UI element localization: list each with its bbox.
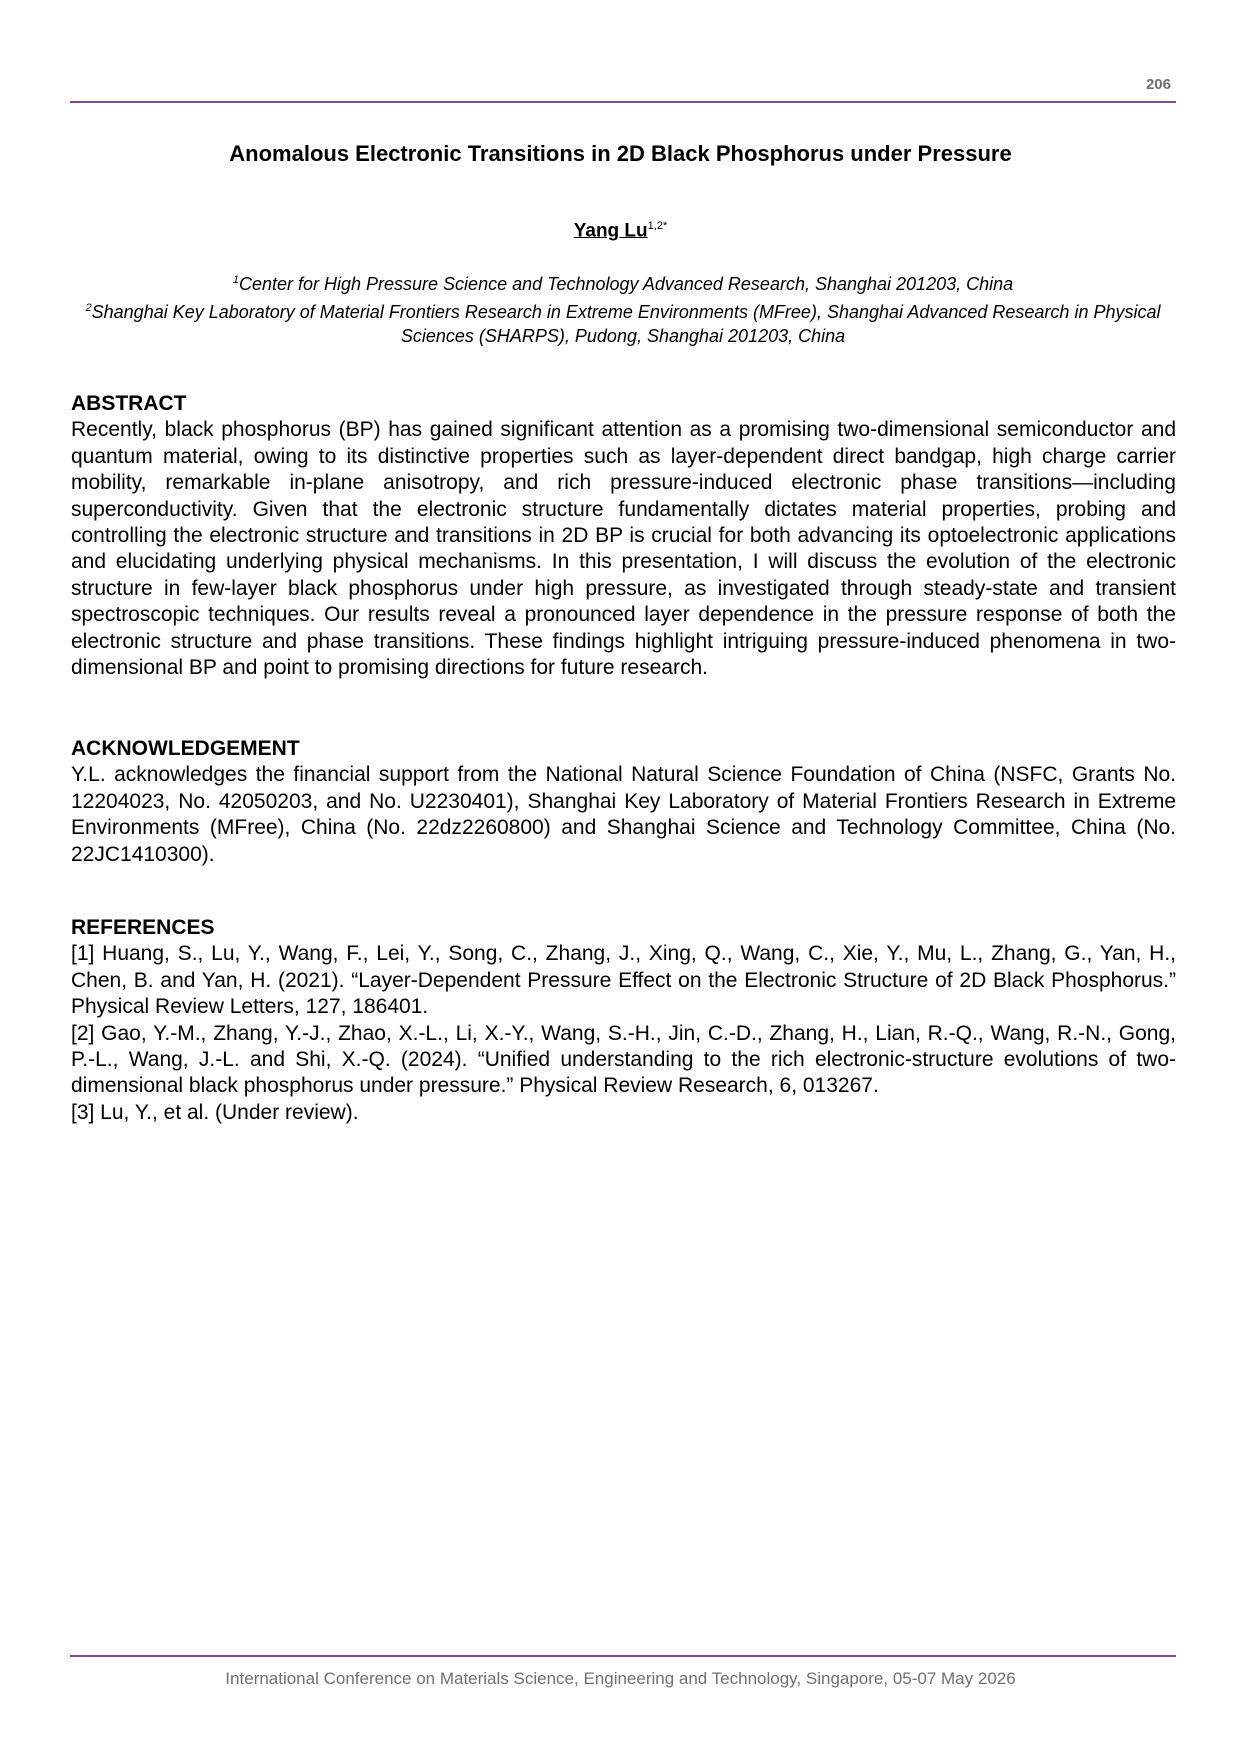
author-line (0, 220, 1241, 242)
affiliation-2-mark: 2 (85, 302, 92, 314)
acknowledgement-section (71, 736, 1176, 868)
paper-title: Anomalous Electronic Transitions in 2D Black Phosphorus under Pressure (229, 141, 1012, 166)
abstract-text: Recently, black phosphorus (BP) has gained significant attention as a promising two-dimensional semiconductor and quantum material, owing to its distinctive properties such as layer-dependent direct bandgap, high charge carrier mobility, remarkable in-plane anisotropy, and rich pressure-induced electronic phase transitions—including superconductivity. Given that the electronic structure fundamentally dictates material properties, probing and controlling the electronic structure and transitions in 2D BP is crucial for both advancing its optoelectronic applications and elucidating underlying physical mechanisms. In this presentation, I will discuss the evolution of the electronic structure in few-layer black phosphorus under high pressure, as investigated through steady-state and transient spectroscopic techniques. Our results reveal a pronounced layer dependence in the pressure response of both the electronic structure and phase transitions. These findings highlight intriguing pressure-induced phenomena in two-dimensional BP and point to promising directions for future research. (71, 418, 1176, 680)
footer-rule (70, 1655, 1176, 1657)
references-section (71, 915, 1176, 1126)
reference-item-2: [2] Gao, Y.-M., Zhang, Y.-J., Zhao, X.-L., Li, X.-Y., Wang, S.-H., Jin, C.-D., Zhang, H., Lian, R.-Q., Wang, R.-N., Gong, P.-L., Wang, J.-L. and Shi, X.-Q. (2024). “Unified understanding to the rich electronic-structure evolutions of two-dimensional black phosphorus under pressure.” Physical Review Research, 6, 013267. (71, 1021, 1176, 1098)
header-rule (70, 101, 1176, 103)
abstract-section (71, 391, 1176, 681)
reference-item-3: [3] Lu, Y., et al. (Under review). (71, 1100, 359, 1124)
page-number: 206 (1145, 76, 1171, 93)
references-heading: REFERENCES (71, 916, 215, 939)
footer-text: International Conference on Materials Science, Engineering and Technology, Singapore, 05-07 May 2026 (225, 1669, 1016, 1688)
author-name: Yang Lu (573, 220, 648, 242)
acknowledgement-text: Y.L. acknowledges the financial support from the National Natural Science Foundation of China (NSFC, Grants No. 12204023, No. 42050203, and No. U2230401), Shanghai Key Laboratory of Material Frontiers Research in Extreme Environments (MFree), China (No. 22dz2260800) and Shanghai Science and Technology Committee, China (No. 22JC1410300). (71, 763, 1176, 866)
affiliation-2-text: Shanghai Key Laboratory of Material Frontiers Research in Extreme Environments (MFree), Shanghai Advanced Research in Physical Sciences (SHARPS), Pudong, Shanghai 201203, China (91, 302, 1161, 346)
affiliation-1 (70, 268, 1176, 296)
acknowledgement-heading: ACKNOWLEDGEMENT (71, 737, 300, 760)
abstract-heading: ABSTRACT (71, 392, 187, 415)
affiliations (70, 268, 1176, 348)
affiliation-1-text: Center for High Pressure Science and Technology Advanced Research, Shanghai 201203, China (238, 274, 1014, 294)
reference-item-1: [1] Huang, S., Lu, Y., Wang, F., Lei, Y., Song, C., Zhang, J., Xing, Q., Wang, C., Xie, Y., Mu, L., Zhang, G., Yan, H., Chen, B. and Yan, H. (2021). “Layer-Dependent Pressure Effect on the Electronic Structure of 2D Black Phosphorus.” Physical Review Letters, 127, 186401. (71, 942, 1176, 1019)
author-affiliation-marks: 1,2* (647, 220, 668, 232)
affiliation-1-mark: 1 (232, 274, 239, 286)
affiliation-2 (70, 296, 1176, 348)
